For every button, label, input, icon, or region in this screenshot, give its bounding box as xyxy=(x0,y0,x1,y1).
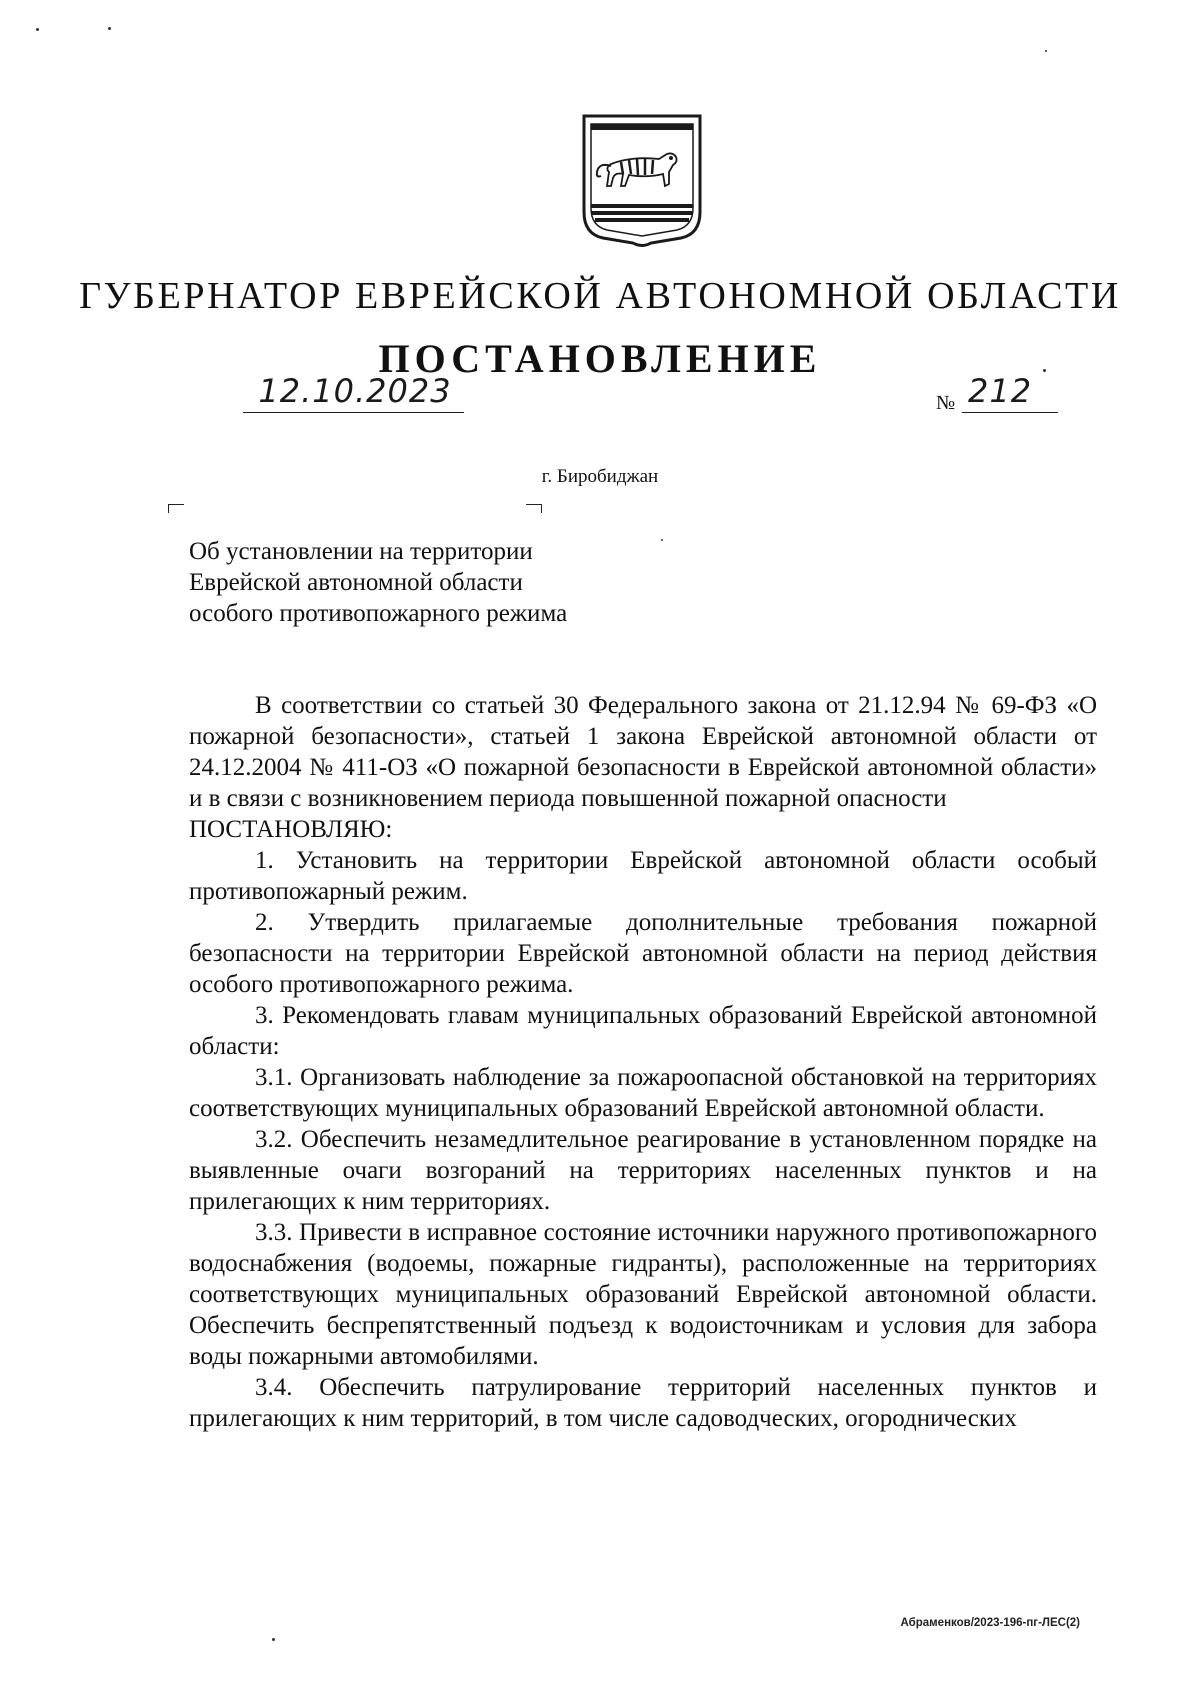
city-name: г. Биробиджан xyxy=(541,466,659,487)
scan-speck xyxy=(36,28,39,31)
scan-speck xyxy=(272,1638,275,1641)
subject-line: особого противопожарного режима xyxy=(189,600,568,627)
decree-word: ПОСТАНОВЛЯЮ: xyxy=(189,816,393,843)
decree-item: 3.1. Организовать наблюдение за пожароопасной обстановкой на территориях соответствующих муниципальных образований Еврейской автономной области. xyxy=(189,1064,1097,1122)
subject-line: Об установлении на территории xyxy=(189,538,533,565)
scan-speck xyxy=(1045,50,1047,52)
decree-item: 3.3. Привести в исправное состояние источники наружного противопожарного водоснабжения (водоемы, пожарные гидранты), расположенные на территориях соответствующих муниципальных образований Еврейской автономной области. Обеспечить беспрепятственный подъезд к водоисточникам и условия для забора воды пожарными автомобилями. xyxy=(189,1219,1097,1370)
document-body xyxy=(189,690,1097,1434)
number-underline xyxy=(962,412,1058,413)
subject-bracket-right xyxy=(526,504,542,513)
number-label: № xyxy=(936,392,956,414)
document-type-title: ПОСТАНОВЛЕНИЕ xyxy=(378,336,822,381)
date-underline xyxy=(243,412,464,413)
decree-item: 3.2. Обеспечить незамедлительное реагирование в установленном порядке на выявленные очаги возгораний на территориях населенных пунктов и на прилегающих к ним территориях. xyxy=(189,1126,1097,1215)
issuing-authority: ГУБЕРНАТОР ЕВРЕЙСКОЙ АВТОНОМНОЙ ОБЛАСТИ xyxy=(79,275,1121,317)
decree-item: 2. Утвердить прилагаемые дополнительные требования пожарной безопасности на территории Еврейской автономной области на период действия особого противопожарного режима. xyxy=(189,909,1097,998)
document-reference-code: Абраменков/2023-196-пг-ЛЕС(2) xyxy=(900,1617,1080,1629)
decree-item: 3. Рекомендовать главам муниципальных образований Еврейской автономной области: xyxy=(189,1002,1097,1060)
preamble-paragraph: В соответствии со статьей 30 Федерального закона от 21.12.94 № 69-ФЗ «О пожарной безопасности», статьей 1 закона Еврейской автономной области от 24.12.2004 № 411-ОЗ «О пожарной безопасности в Еврейской автономной области» и в связи с возникновением периода повышенной пожарной опасности xyxy=(189,692,1097,812)
coat-of-arms-tiger-icon xyxy=(581,112,703,250)
document-subject xyxy=(189,536,689,629)
handwritten-date: 12.10.2023 xyxy=(258,372,452,410)
scan-speck xyxy=(108,27,111,30)
decree-item: 3.4. Обеспечить патрулирование территорий населенных пунктов и прилегающих к ним территорий, в том числе садоводческих, огороднических xyxy=(189,1374,1097,1432)
subject-line: Еврейской автономной области xyxy=(189,569,523,596)
handwritten-number: 212 xyxy=(968,372,1033,410)
subject-bracket-left xyxy=(168,504,184,513)
decree-item: 1. Установить на территории Еврейской автономной области особый противопожарный режим. xyxy=(189,847,1097,905)
